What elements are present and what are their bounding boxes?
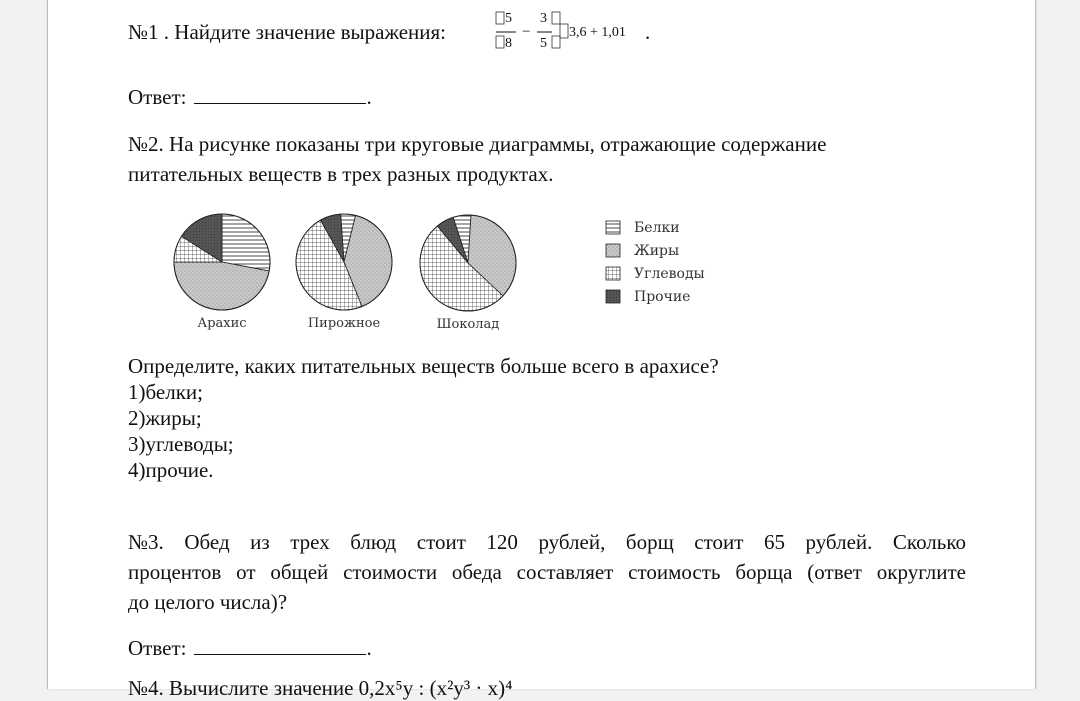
q3-answer — [128, 633, 372, 663]
q3-word: из — [250, 530, 270, 554]
q3-word: стоимости — [343, 560, 438, 584]
q3-word: стоимость — [628, 560, 721, 584]
pie-slice — [222, 214, 270, 271]
q3-word: №3. — [128, 530, 164, 554]
q3-word: от — [236, 560, 256, 584]
document-page — [47, 0, 1036, 700]
q3-answer-blank — [194, 635, 366, 655]
q3-word: Обед — [184, 530, 230, 554]
q2-option-3: 3)углеводы; — [128, 432, 234, 456]
q3-word: обеда — [451, 560, 502, 584]
legend-swatch — [606, 267, 620, 280]
legend-label: Белки — [634, 220, 680, 236]
q1-den2: 5 — [540, 36, 547, 51]
q3-line2 — [128, 557, 966, 587]
q3-word: округлите — [876, 560, 966, 584]
legend-swatch — [606, 290, 620, 303]
q1-answer-label: Ответ: — [128, 85, 187, 109]
q2-line2: питательных веществ в трех разных продуктах. — [128, 162, 554, 186]
q1-answer — [128, 82, 372, 112]
q3-word: Сколько — [892, 530, 966, 554]
pie-charts-svg — [168, 206, 705, 336]
pie-charts — [168, 206, 705, 336]
q3-word: борщ — [625, 530, 674, 554]
pie-label: Пирожное — [307, 316, 381, 331]
legend-label: Прочие — [634, 289, 691, 305]
q1-period: . — [645, 20, 651, 44]
q3-line1 — [128, 527, 966, 557]
q1-num1: 5 — [505, 11, 512, 26]
q1-text — [128, 17, 446, 47]
q2-option-2: 2)жиры; — [128, 406, 202, 430]
q1-rest: 3,6 + 1,01 — [569, 25, 626, 40]
q3-word: стоит — [694, 530, 744, 554]
q3-word: стоит — [416, 530, 466, 554]
q1-formula — [494, 8, 664, 58]
q3-word: (ответ — [807, 560, 862, 584]
q2-question: Определите, каких питательных веществ больше всего в арахисе? — [128, 354, 719, 378]
q4-partial: №4. Вычислите значение 0,2x⁵y : (x²y³ · x)⁴ — [128, 676, 513, 700]
q1-minus: − — [522, 24, 531, 40]
pie-label: Арахис — [197, 316, 247, 331]
q3-answer-period: . — [366, 636, 372, 660]
q3-word: составляет — [516, 560, 614, 584]
q1-label: №1 . Найдите значение выражения: — [128, 20, 446, 44]
legend-swatch — [606, 221, 620, 234]
legend-swatch — [606, 244, 620, 257]
q3-paragraph — [128, 527, 966, 617]
q3-word: борща — [735, 560, 793, 584]
q1-den1: 8 — [505, 36, 512, 51]
legend-label: Углеводы — [634, 266, 705, 282]
pie-slice — [174, 262, 269, 310]
legend-label: Жиры — [634, 243, 680, 259]
q2-option-1: 1)белки; — [128, 380, 203, 404]
q1-num2: 3 — [540, 11, 547, 26]
q3-word: блюд — [350, 530, 397, 554]
q3-word: 65 — [763, 530, 785, 554]
q1-answer-blank — [194, 84, 366, 104]
q3-word: процентов — [128, 560, 222, 584]
q3-word: трех — [290, 530, 330, 554]
q3-word: рублей. — [805, 530, 873, 554]
q3-line3: до целого числа)? — [128, 590, 288, 614]
pie-label: Шоколад — [436, 317, 500, 332]
q2-line1: №2. На рисунке показаны три круговые диаграммы, отражающие содержание — [128, 132, 827, 156]
q3-word: рублей, — [538, 530, 606, 554]
q2-option-4: 4)прочие. — [128, 458, 214, 482]
q1-answer-period: . — [366, 85, 372, 109]
q3-word: общей — [270, 560, 329, 584]
q3-answer-label: Ответ: — [128, 636, 187, 660]
q3-word: 120 — [486, 530, 518, 554]
